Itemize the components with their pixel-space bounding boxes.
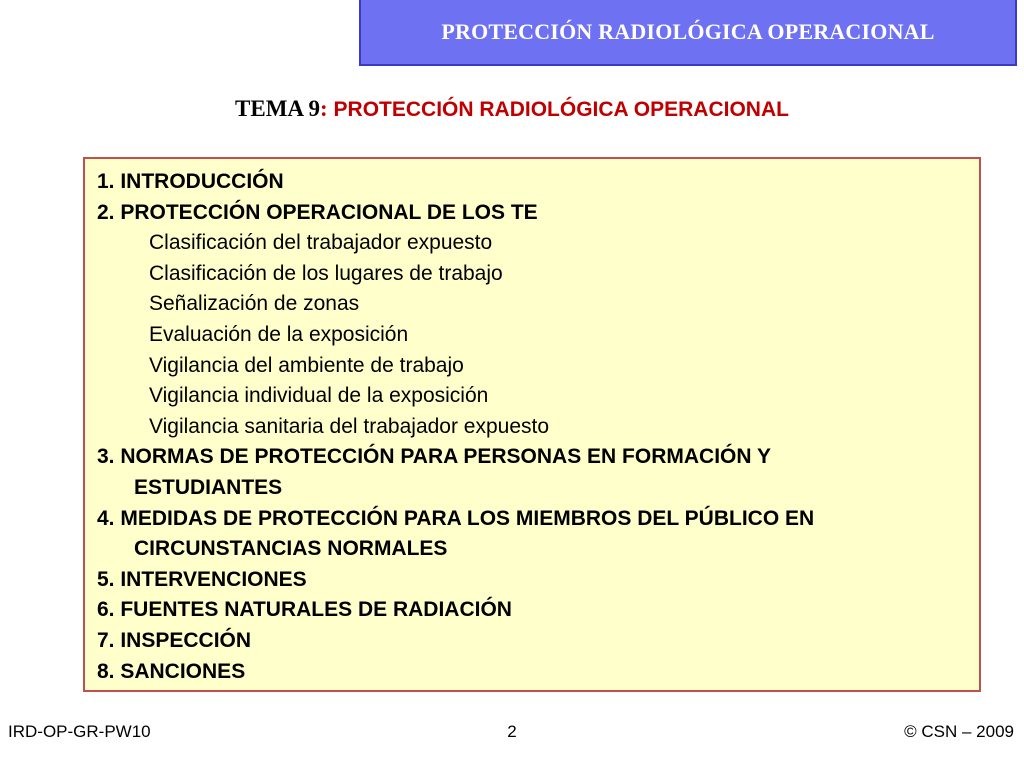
toc-subitem: Vigilancia del ambiente de trabajo [149,353,464,377]
toc-item-proteccion-operacional: 2. PROTECCIÓN OPERACIONAL DE LOS TE [97,200,538,224]
toc-subitem: Clasificación del trabajador expuesto [149,231,493,255]
slide-title [0,96,1024,122]
toc-subitem: Vigilancia individual de la exposición [149,384,489,408]
toc-item-introduccion: 1. INTRODUCCIÓN [97,170,284,193]
toc-subitem: Señalización de zonas [149,292,360,316]
toc-item-inspeccion: 7. INSPECCIÓN [97,628,252,652]
header-banner [359,0,1017,66]
footer-copyright: © CSN – 2009 [904,722,1014,741]
header-banner-title: PROTECCIÓN RADIOLÓGICA OPERACIONAL [441,19,935,44]
table-of-contents [83,157,981,692]
slide-title-name: PROTECCIÓN RADIOLÓGICA OPERACIONAL [327,98,789,121]
toc-item-medidas-continued: CIRCUNSTANCIAS NORMALES [134,537,448,561]
footer-document-code: IRD-OP-GR-PW10 [8,722,151,741]
toc-subitem: Vigilancia sanitaria del trabajador expuesto [149,414,550,438]
toc-subitem: Clasificación de los lugares de trabajo [149,261,503,285]
toc-subitem: Evaluación de la exposición [149,322,409,346]
slide-title-separator: : [320,96,328,121]
toc-item-normas-continued: ESTUDIANTES [134,475,283,499]
footer-page-number: 2 [507,722,517,741]
toc-item-intervenciones: 5. INTERVENCIONES [97,567,307,591]
toc-item-normas: 3. NORMAS DE PROTECCIÓN PARA PERSONAS EN FORMACIÓN Y [97,445,772,469]
toc-item-fuentes-naturales: 6. FUENTES NATURALES DE RADIACIÓN [97,598,512,622]
slide-title-prefix: TEMA 9 [235,96,321,121]
toc-item-sanciones: 8. SANCIONES [97,659,246,683]
toc-item-medidas: 4. MEDIDAS DE PROTECCIÓN PARA LOS MIEMBROS DEL PÚBLICO EN [97,506,815,530]
